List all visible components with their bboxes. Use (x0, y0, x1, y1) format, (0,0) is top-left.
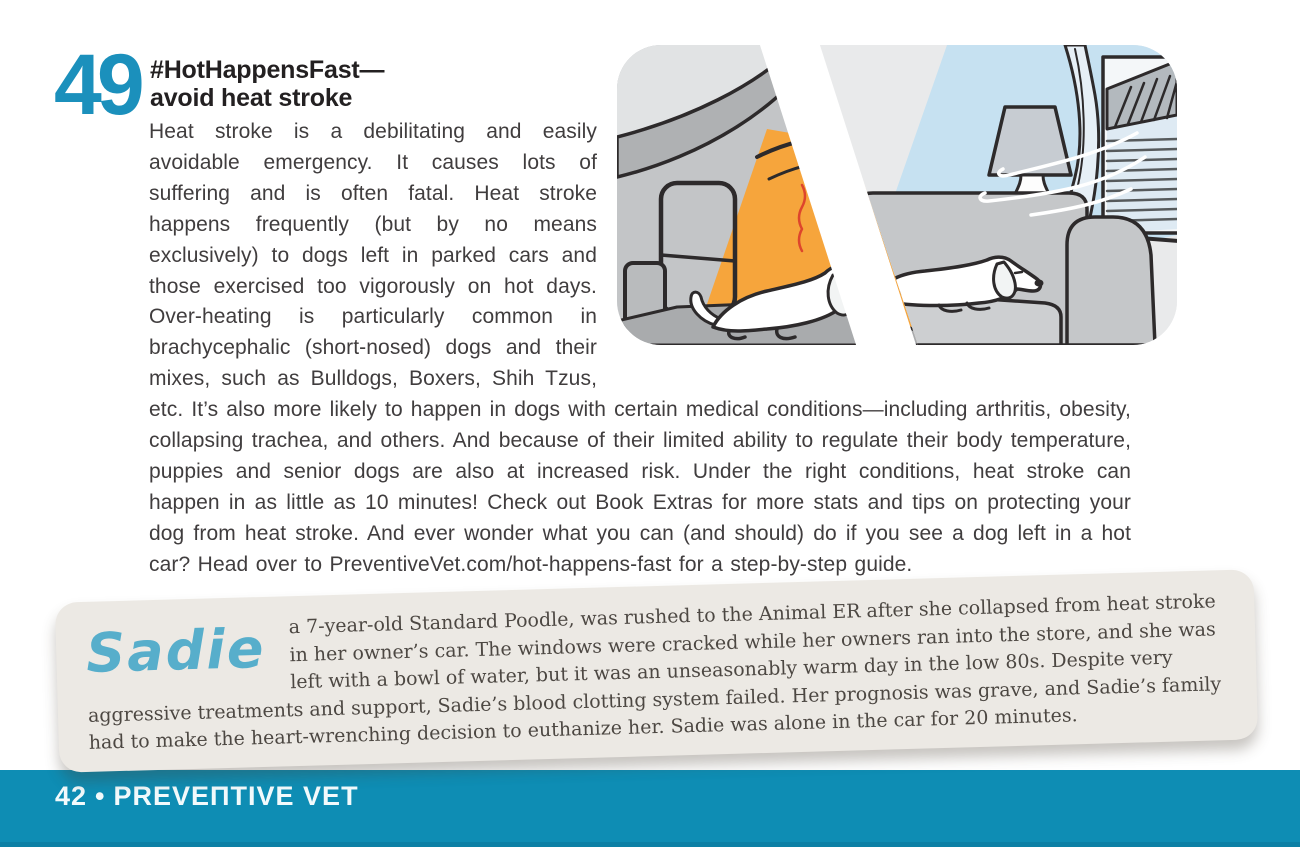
story-text: a 7-year-old Standard Poodle, was rushed to the Animal ER after she collapsed from heat stroke in her owner’s car. The windows were cracked while her owners ran into the store, and she was left with a bowl of water, but it was an unseasonably warm day in the low 80s. Despite very aggressive treatments and support, Sadie’s blood clotting system failed. Her prognosis was grave, and Sadie’s family had to make the heart-wrenching decision to euthanize her. Sadie was alone in the car for 20 minutes. (87, 590, 1222, 755)
footer-text (55, 781, 359, 812)
sadie-story-card (55, 569, 1258, 772)
tip-title-line2: avoid heat stroke (150, 84, 353, 113)
footer-band (0, 770, 1300, 847)
tip-number: 49 (54, 37, 140, 133)
couch-armrest (1067, 217, 1155, 345)
tip-title-line1: #HotHappensFast— (150, 56, 385, 84)
hot-vs-cool-illustration (617, 45, 1177, 345)
tip-body-text: Heat stroke is a debilitating and easily avoidable emergency. It causes lots of suffering and is often fatal. Heat stroke happens frequently (but by no means exclusively) to dogs left in parked cars and those exercised too vigorously on hot days. Over-heating is particularly common in brachycephalic (short-nosed) dogs and their mixes, such as Bulldogs, Boxers, Shih Tzus, etc. It’s also more likely to happen in dogs with certain medical conditions—including arthritis, obesity, collapsing trachea, and others. And because of their limited ability to regulate their body temperature, puppies and senior dogs are also at increased risk. Under the right conditions, heat stroke can happen in as little as 10 minutes! Check out Book Extras for more stats and tips on protecting your dog from heat stroke. And ever wonder what you can (and should) do if you see a dog left in a hot car? Head over to PreventiveVet.com/hot-happens-fast for a step-by-step guide. (149, 120, 1131, 576)
brand-name: PREVEΠTIVE VET (113, 781, 359, 811)
footer-separator: • (95, 781, 106, 811)
tip-title (150, 56, 630, 113)
window-ac-unit (1099, 57, 1177, 241)
dog-closed-eye (1015, 272, 1022, 273)
story-dog-name: Sadie (85, 616, 267, 685)
dog-nose (1035, 280, 1044, 287)
lamp-shade (989, 107, 1071, 175)
page-number: 42 (55, 781, 88, 811)
